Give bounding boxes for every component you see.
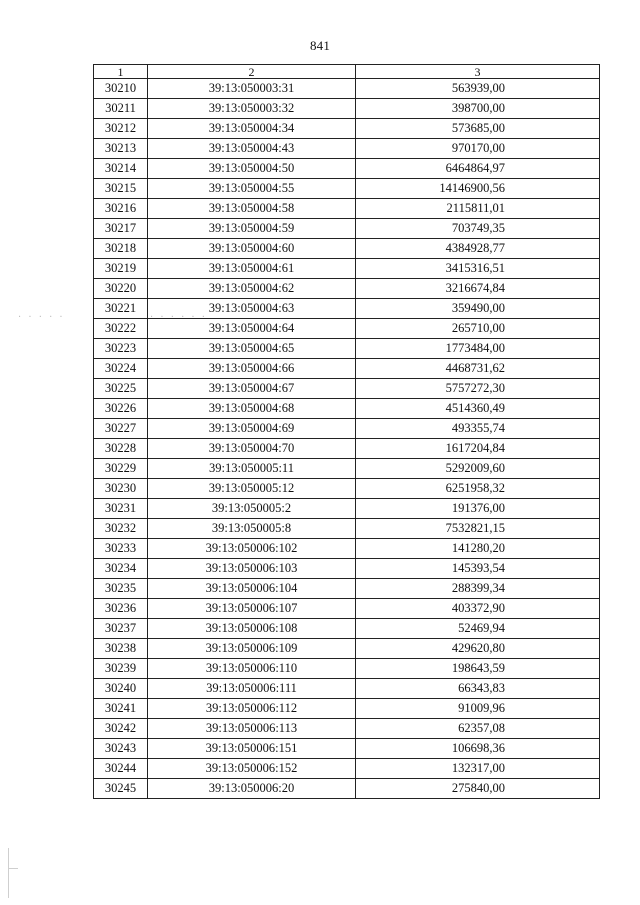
table-row xyxy=(94,739,600,759)
cadastral-value-cell: 265710,00 xyxy=(356,319,600,339)
cadastral-number-cell: 39:13:050004:69 xyxy=(148,419,356,439)
row-number-cell: 30228 xyxy=(94,439,148,459)
cadastral-value-cell: 429620,80 xyxy=(356,639,600,659)
cadastral-value-cell: 5757272,30 xyxy=(356,379,600,399)
cadastral-value-cell: 288399,34 xyxy=(356,579,600,599)
column-header-3: 3 xyxy=(356,65,600,79)
cadastral-value-cell: 493355,74 xyxy=(356,419,600,439)
cadastral-number-cell: 39:13:050006:112 xyxy=(148,699,356,719)
cadastral-value-table xyxy=(93,64,600,799)
table-row xyxy=(94,399,600,419)
cadastral-number-cell: 39:13:050006:103 xyxy=(148,559,356,579)
cadastral-number-cell: 39:13:050004:60 xyxy=(148,239,356,259)
table-row xyxy=(94,79,600,99)
row-number-cell: 30224 xyxy=(94,359,148,379)
table-row xyxy=(94,279,600,299)
table-row xyxy=(94,419,600,439)
cadastral-number-cell: 39:13:050004:43 xyxy=(148,139,356,159)
cadastral-number-cell: 39:13:050004:50 xyxy=(148,159,356,179)
cadastral-number-cell: 39:13:050005:11 xyxy=(148,459,356,479)
table-row xyxy=(94,679,600,699)
cadastral-value-cell: 4514360,49 xyxy=(356,399,600,419)
cadastral-value-cell: 145393,54 xyxy=(356,559,600,579)
cadastral-number-cell: 39:13:050004:70 xyxy=(148,439,356,459)
table-row xyxy=(94,99,600,119)
table-row xyxy=(94,159,600,179)
row-number-cell: 30223 xyxy=(94,339,148,359)
cadastral-value-cell: 6464864,97 xyxy=(356,159,600,179)
table-row xyxy=(94,499,600,519)
table-row xyxy=(94,599,600,619)
row-number-cell: 30239 xyxy=(94,659,148,679)
cadastral-number-cell: 39:13:050004:62 xyxy=(148,279,356,299)
table-row xyxy=(94,139,600,159)
cadastral-number-cell: 39:13:050004:68 xyxy=(148,399,356,419)
cadastral-value-cell: 198643,59 xyxy=(356,659,600,679)
row-number-cell: 30236 xyxy=(94,599,148,619)
cadastral-value-cell: 275840,00 xyxy=(356,779,600,799)
row-number-cell: 30221 xyxy=(94,299,148,319)
column-header-2: 2 xyxy=(148,65,356,79)
cadastral-number-cell: 39:13:050006:107 xyxy=(148,599,356,619)
cadastral-value-cell: 7532821,15 xyxy=(356,519,600,539)
row-number-cell: 30227 xyxy=(94,419,148,439)
row-number-cell: 30240 xyxy=(94,679,148,699)
row-number-cell: 30235 xyxy=(94,579,148,599)
table-row xyxy=(94,719,600,739)
cadastral-value-cell: 4384928,77 xyxy=(356,239,600,259)
cadastral-number-cell: 39:13:050004:61 xyxy=(148,259,356,279)
table-row xyxy=(94,339,600,359)
table-row xyxy=(94,239,600,259)
row-number-cell: 30245 xyxy=(94,779,148,799)
cadastral-number-cell: 39:13:050004:64 xyxy=(148,319,356,339)
row-number-cell: 30219 xyxy=(94,259,148,279)
cadastral-value-cell: 1773484,00 xyxy=(356,339,600,359)
cadastral-number-cell: 39:13:050005:2 xyxy=(148,499,356,519)
cadastral-value-cell: 3216674,84 xyxy=(356,279,600,299)
table-row xyxy=(94,359,600,379)
cadastral-value-cell: 1617204,84 xyxy=(356,439,600,459)
cadastral-number-cell: 39:13:050004:55 xyxy=(148,179,356,199)
cadastral-value-cell: 4468731,62 xyxy=(356,359,600,379)
table-row xyxy=(94,619,600,639)
cadastral-value-cell: 52469,94 xyxy=(356,619,600,639)
row-number-cell: 30244 xyxy=(94,759,148,779)
page-number: 841 xyxy=(309,38,331,53)
cadastral-value-cell: 403372,90 xyxy=(356,599,600,619)
cadastral-number-cell: 39:13:050004:34 xyxy=(148,119,356,139)
table-row xyxy=(94,579,600,599)
row-number-cell: 30215 xyxy=(94,179,148,199)
row-number-cell: 30243 xyxy=(94,739,148,759)
table-row xyxy=(94,519,600,539)
table-row xyxy=(94,119,600,139)
row-number-cell: 30238 xyxy=(94,639,148,659)
table-row xyxy=(94,759,600,779)
table-row xyxy=(94,659,600,679)
row-number-cell: 30234 xyxy=(94,559,148,579)
table-row xyxy=(94,539,600,559)
cadastral-number-cell: 39:13:050004:58 xyxy=(148,199,356,219)
row-number-cell: 30211 xyxy=(94,99,148,119)
cadastral-value-cell: 703749,35 xyxy=(356,219,600,239)
cadastral-value-cell: 14146900,56 xyxy=(356,179,600,199)
cadastral-number-cell: 39:13:050006:111 xyxy=(148,679,356,699)
table-row xyxy=(94,459,600,479)
cadastral-number-cell: 39:13:050004:63 xyxy=(148,299,356,319)
row-number-cell: 30233 xyxy=(94,539,148,559)
cadastral-value-cell: 91009,96 xyxy=(356,699,600,719)
cadastral-value-cell: 563939,00 xyxy=(356,79,600,99)
cadastral-number-cell: 39:13:050006:152 xyxy=(148,759,356,779)
table-row xyxy=(94,199,600,219)
table-row xyxy=(94,439,600,459)
row-number-cell: 30226 xyxy=(94,399,148,419)
cadastral-value-cell: 359490,00 xyxy=(356,299,600,319)
scan-artifact-dots: · · · · · xyxy=(18,312,65,323)
cadastral-number-cell: 39:13:050005:12 xyxy=(148,479,356,499)
cadastral-number-cell: 39:13:050006:110 xyxy=(148,659,356,679)
cadastral-number-cell: 39:13:050006:151 xyxy=(148,739,356,759)
table-row xyxy=(94,559,600,579)
cadastral-value-cell: 398700,00 xyxy=(356,99,600,119)
table-row xyxy=(94,479,600,499)
scan-artifact-line xyxy=(8,868,18,869)
row-number-cell: 30217 xyxy=(94,219,148,239)
table-row xyxy=(94,779,600,799)
cadastral-number-cell: 39:13:050004:66 xyxy=(148,359,356,379)
cadastral-value-cell: 970170,00 xyxy=(356,139,600,159)
cadastral-number-cell: 39:13:050005:8 xyxy=(148,519,356,539)
row-number-cell: 30242 xyxy=(94,719,148,739)
cadastral-number-cell: 39:13:050004:59 xyxy=(148,219,356,239)
table-row xyxy=(94,639,600,659)
row-number-cell: 30216 xyxy=(94,199,148,219)
cadastral-number-cell: 39:13:050006:109 xyxy=(148,639,356,659)
table-row xyxy=(94,259,600,279)
cadastral-number-cell: 39:13:050006:102 xyxy=(148,539,356,559)
cadastral-value-cell: 191376,00 xyxy=(356,499,600,519)
row-number-cell: 30229 xyxy=(94,459,148,479)
scan-artifact-dots: · · · · · · xyxy=(150,312,207,323)
cadastral-value-cell: 3415316,51 xyxy=(356,259,600,279)
cadastral-value-cell: 141280,20 xyxy=(356,539,600,559)
table-row xyxy=(94,699,600,719)
cadastral-number-cell: 39:13:050006:104 xyxy=(148,579,356,599)
cadastral-value-cell: 62357,08 xyxy=(356,719,600,739)
row-number-cell: 30210 xyxy=(94,79,148,99)
cadastral-value-cell: 6251958,32 xyxy=(356,479,600,499)
row-number-cell: 30213 xyxy=(94,139,148,159)
cadastral-number-cell: 39:13:050006:108 xyxy=(148,619,356,639)
cadastral-number-cell: 39:13:050004:65 xyxy=(148,339,356,359)
cadastral-value-cell: 66343,83 xyxy=(356,679,600,699)
scan-artifact-line xyxy=(8,848,9,898)
cadastral-number-cell: 39:13:050003:32 xyxy=(148,99,356,119)
row-number-cell: 30222 xyxy=(94,319,148,339)
row-number-cell: 30237 xyxy=(94,619,148,639)
table-row xyxy=(94,179,600,199)
cadastral-number-cell: 39:13:050004:67 xyxy=(148,379,356,399)
row-number-cell: 30220 xyxy=(94,279,148,299)
row-number-cell: 30232 xyxy=(94,519,148,539)
table-row xyxy=(94,379,600,399)
cadastral-value-cell: 5292009,60 xyxy=(356,459,600,479)
row-number-cell: 30212 xyxy=(94,119,148,139)
cadastral-number-cell: 39:13:050006:113 xyxy=(148,719,356,739)
row-number-cell: 30231 xyxy=(94,499,148,519)
cadastral-number-cell: 39:13:050003:31 xyxy=(148,79,356,99)
cadastral-value-cell: 2115811,01 xyxy=(356,199,600,219)
cadastral-number-cell: 39:13:050006:20 xyxy=(148,779,356,799)
row-number-cell: 30214 xyxy=(94,159,148,179)
table-header-row xyxy=(94,65,600,79)
row-number-cell: 30241 xyxy=(94,699,148,719)
cadastral-value-cell: 573685,00 xyxy=(356,119,600,139)
cadastral-value-cell: 106698,36 xyxy=(356,739,600,759)
row-number-cell: 30230 xyxy=(94,479,148,499)
row-number-cell: 30218 xyxy=(94,239,148,259)
column-header-1: 1 xyxy=(94,65,148,79)
cadastral-value-cell: 132317,00 xyxy=(356,759,600,779)
table-row xyxy=(94,219,600,239)
row-number-cell: 30225 xyxy=(94,379,148,399)
table-body xyxy=(94,79,600,799)
